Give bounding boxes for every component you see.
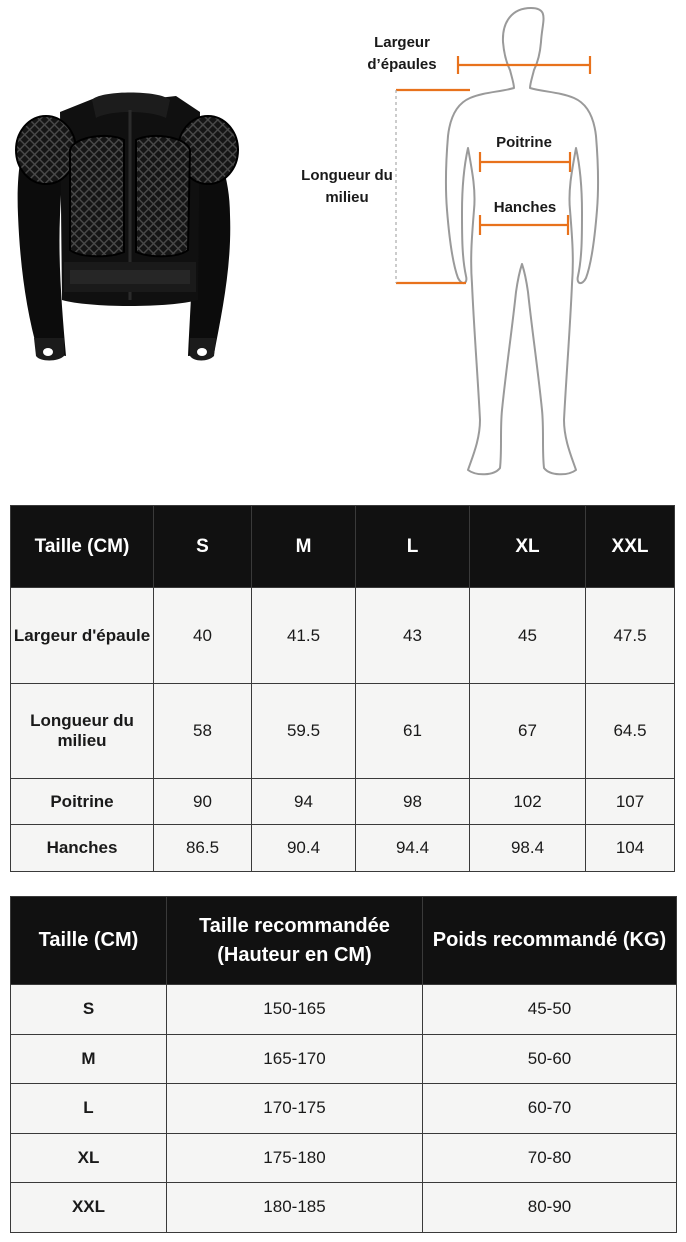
- table-cell: 98: [356, 779, 470, 825]
- header-height: Taille recommandée (Hauteur en CM): [167, 897, 423, 985]
- table-row: [11, 825, 675, 872]
- table-cell: 94: [252, 779, 356, 825]
- header-xl: XL: [470, 506, 586, 588]
- table-cell: 45-50: [423, 985, 677, 1035]
- table-cell: 70-80: [423, 1133, 677, 1183]
- table-cell: 165-170: [167, 1034, 423, 1084]
- table-cell: 180-185: [167, 1183, 423, 1233]
- table-cell: 61: [356, 684, 470, 779]
- table-row: [11, 684, 675, 779]
- table-cell: 170-175: [167, 1084, 423, 1134]
- body-outline: [446, 8, 598, 474]
- table-cell: 107: [586, 779, 675, 825]
- table-cell: 47.5: [586, 588, 675, 684]
- table-cell: 80-90: [423, 1183, 677, 1233]
- table-row: [11, 779, 675, 825]
- table-cell: 102: [470, 779, 586, 825]
- table-cell: 45: [470, 588, 586, 684]
- table-row: [11, 1034, 677, 1084]
- diagram-graphics: [0, 0, 686, 490]
- header-s: S: [154, 506, 252, 588]
- label-shoulder-width: Largeur d’épaules: [367, 34, 437, 73]
- table-cell: 150-165: [167, 985, 423, 1035]
- table-header-row: [11, 506, 675, 588]
- row-label: Largeur d'épaule: [11, 588, 154, 684]
- label-hips: Hanches: [493, 199, 557, 216]
- table-cell: 175-180: [167, 1133, 423, 1183]
- table-cell: 59.5: [252, 684, 356, 779]
- table-cell: 58: [154, 684, 252, 779]
- measurement-diagram: [0, 0, 686, 490]
- table-cell: 104: [586, 825, 675, 872]
- header-size: Taille (CM): [11, 897, 167, 985]
- table-cell: 43: [356, 588, 470, 684]
- label-center-length: Longueur du milieu: [301, 167, 393, 206]
- table-cell: 67: [470, 684, 586, 779]
- table-cell: 40: [154, 588, 252, 684]
- label-chest: Poitrine: [496, 134, 552, 151]
- row-size: XL: [11, 1133, 167, 1183]
- table-cell: 90.4: [252, 825, 356, 872]
- header-l: L: [356, 506, 470, 588]
- measure-lines: [396, 56, 590, 283]
- row-size: XXL: [11, 1183, 167, 1233]
- row-label: Longueur du milieu: [11, 684, 154, 779]
- table-header-row: [11, 897, 677, 985]
- row-size: L: [11, 1084, 167, 1134]
- table-row: [11, 985, 677, 1035]
- table-cell: 98.4: [470, 825, 586, 872]
- table-row: [11, 1084, 677, 1134]
- row-size: S: [11, 985, 167, 1035]
- row-label: Hanches: [11, 825, 154, 872]
- header-xxl: XXL: [586, 506, 675, 588]
- row-label: Poitrine: [11, 779, 154, 825]
- table-cell: 86.5: [154, 825, 252, 872]
- recommendation-table: [10, 896, 677, 1233]
- table-cell: 90: [154, 779, 252, 825]
- table-cell: 94.4: [356, 825, 470, 872]
- header-weight: Poids recommandé (KG): [423, 897, 677, 985]
- table-cell: 50-60: [423, 1034, 677, 1084]
- header-size: Taille (CM): [11, 506, 154, 588]
- table-row: [11, 1183, 677, 1233]
- row-size: M: [11, 1034, 167, 1084]
- header-m: M: [252, 506, 356, 588]
- measurements-table: [10, 505, 675, 872]
- table-cell: 64.5: [586, 684, 675, 779]
- table-cell: 41.5: [252, 588, 356, 684]
- table-row: [11, 588, 675, 684]
- table-cell: 60-70: [423, 1084, 677, 1134]
- jacket-image: [16, 93, 238, 361]
- table-row: [11, 1133, 677, 1183]
